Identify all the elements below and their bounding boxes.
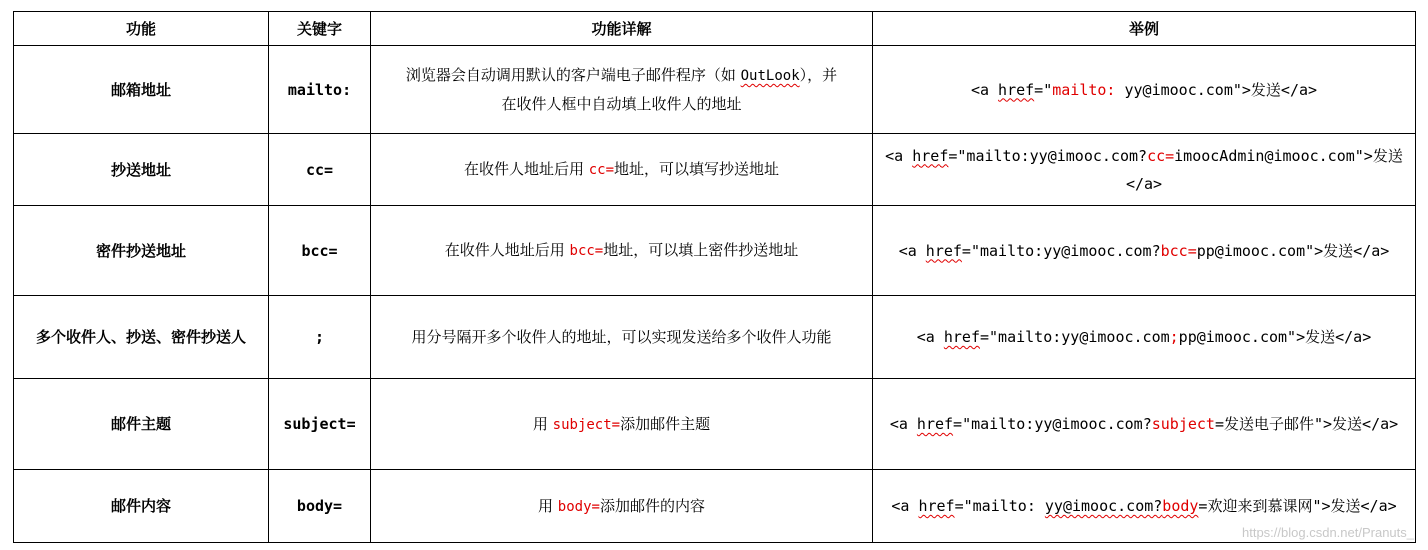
- example-highlight: ;: [1169, 328, 1179, 346]
- example-text: =欢迎来到慕课网">发送</a>: [1198, 497, 1397, 515]
- desc-text: 添加邮件的内容: [599, 496, 705, 515]
- desc-text: 用分号隔开多个收件人的地址，可以实现发送给多个收件人功能: [411, 328, 832, 346]
- desc-outlook: OutLook: [740, 68, 800, 84]
- watermark: https://blog.csdn.net/Pranuts_: [1242, 525, 1414, 540]
- desc-highlight: bcc=: [569, 243, 604, 259]
- example-text: <a: [916, 328, 944, 346]
- desc-highlight: body=: [557, 498, 600, 515]
- desc-text: 添加邮件主题: [620, 414, 711, 433]
- cell-example: [873, 379, 1416, 470]
- cell-keyword: body=: [269, 470, 371, 543]
- mailto-reference-table: [13, 11, 1416, 543]
- example-text: <a: [891, 497, 919, 515]
- example-text: pp@imooc.com">发送</a>: [1196, 241, 1390, 260]
- cell-keyword: mailto:: [269, 46, 371, 134]
- desc-text: 在收件人地址后用: [463, 160, 589, 178]
- desc-text: 在收件人框中自动填上收件人的地址: [501, 95, 742, 113]
- example-href: href: [943, 328, 980, 346]
- example-text: ="mailto:: [954, 497, 1045, 515]
- cell-function: 邮件内容: [14, 470, 269, 543]
- cell-keyword: bcc=: [269, 206, 371, 296]
- cell-description: [371, 206, 873, 296]
- header-row: [14, 12, 1416, 46]
- cell-function: 邮件主题: [14, 379, 269, 470]
- example-text: <a: [889, 415, 917, 433]
- cell-description: [371, 470, 873, 543]
- cell-description: [371, 296, 873, 379]
- cell-keyword: subject=: [269, 379, 371, 470]
- cell-example: [873, 296, 1416, 379]
- example-highlight: bcc=: [1160, 241, 1197, 260]
- example-text: ="mailto:yy@imooc.com?: [961, 241, 1161, 260]
- cell-keyword: ;: [269, 296, 371, 379]
- example-href: href: [925, 241, 962, 260]
- cell-description: [371, 379, 873, 470]
- table-wrapper: [13, 11, 1415, 542]
- example-text: ="mailto:yy@imooc.com?: [953, 415, 1152, 433]
- example-text: <a: [885, 146, 913, 165]
- cell-function: 密件抄送地址: [14, 206, 269, 296]
- cell-example: [873, 206, 1416, 296]
- cell-function: 抄送地址: [14, 134, 269, 206]
- example-href: href: [916, 415, 954, 433]
- desc-text: 用: [532, 414, 553, 433]
- example-href: href: [998, 80, 1035, 99]
- header-function: 功能: [14, 12, 269, 46]
- example-text: =": [1034, 80, 1053, 99]
- table-row: [14, 296, 1416, 379]
- example-text: yy@imooc.com">发送</a>: [1115, 80, 1318, 99]
- table-row: [14, 206, 1416, 296]
- table-row: [14, 470, 1416, 543]
- example-text: pp@imooc.com">发送</a>: [1178, 328, 1372, 346]
- cell-description: [371, 134, 873, 206]
- table-row: [14, 46, 1416, 134]
- desc-highlight: subject=: [552, 416, 621, 433]
- table-row: [14, 379, 1416, 470]
- desc-text: 用: [538, 496, 558, 515]
- desc-text: 地址，可以填上密件抄送地址: [603, 241, 799, 259]
- cell-description: [371, 46, 873, 134]
- example-href: href: [912, 146, 949, 165]
- desc-text: 在收件人地址后用: [444, 241, 570, 259]
- example-highlight: cc=: [1147, 146, 1175, 165]
- desc-text: ），并: [799, 66, 838, 84]
- desc-text: 地址，可以填写抄送地址: [614, 160, 780, 178]
- cell-example: [873, 134, 1416, 206]
- example-highlight: body: [1162, 497, 1199, 515]
- example-text: </a>: [1125, 174, 1163, 193]
- desc-text: 浏览器会自动调用默认的客户端电子邮件程序（如: [405, 66, 741, 84]
- example-highlight: mailto:: [1052, 80, 1116, 99]
- header-description: 功能详解: [371, 12, 873, 46]
- example-text: <a: [898, 241, 926, 260]
- example-text: ="mailto:yy@imooc.com?: [948, 146, 1148, 165]
- table-row: [14, 134, 1416, 206]
- header-example: 举例: [873, 12, 1416, 46]
- example-text: <a: [970, 80, 999, 99]
- cell-example: [873, 46, 1416, 134]
- example-text: ="mailto:yy@imooc.com: [979, 328, 1170, 346]
- desc-highlight: cc=: [588, 162, 615, 178]
- cell-keyword: cc=: [269, 134, 371, 206]
- example-highlight: subject: [1151, 415, 1215, 433]
- example-text: imoocAdmin@imooc.com">发送: [1174, 146, 1403, 165]
- cell-function: 邮箱地址: [14, 46, 269, 134]
- example-text: =发送电子邮件">发送</a>: [1214, 415, 1399, 433]
- cell-function: 多个收件人、抄送、密件抄送人: [14, 296, 269, 379]
- example-text: yy@imooc.com?: [1044, 497, 1163, 515]
- example-href: href: [918, 497, 955, 515]
- header-keyword: 关键字: [269, 12, 371, 46]
